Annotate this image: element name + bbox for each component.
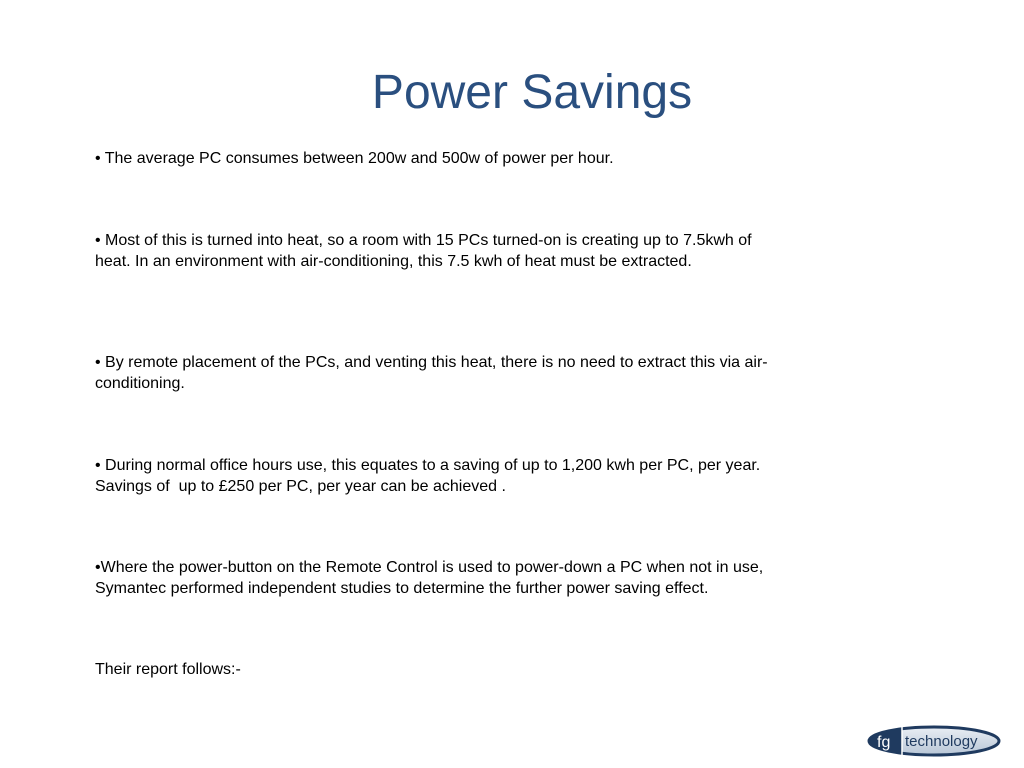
bullet-pc-consumption: • The average PC consumes between 200w and 500w of power per hour.: [95, 150, 614, 167]
bullet-savings: • During normal office hours use, this equates to a saving of up to 1,200 kwh per PC, per year. Savings of up to £250 per PC, per year can be achieved .: [95, 457, 765, 495]
bullet-heat: • Most of this is turned into heat, so a room with 15 PCs turned-on is creating up to 7.5kwh of heat. In an environment with air-conditioning, this 7.5 kwh of heat must be extracted.: [95, 232, 757, 270]
report-follows-text: Their report follows:-: [95, 661, 241, 678]
logo-word: technology: [905, 733, 978, 750]
slide-title: Power Savings: [371, 66, 693, 119]
bullet-remote-placement: • By remote placement of the PCs, and venting this heat, there is no need to extract this via air-conditioning.: [95, 354, 768, 392]
logo-prefix: fg: [877, 734, 891, 751]
fg-technology-logo: [866, 718, 1002, 764]
bullet-symantec-study: •Where the power-button on the Remote Control is used to power-down a PC when not in use, Symantec performed independent studies to determine the further power saving effect.: [95, 559, 768, 597]
